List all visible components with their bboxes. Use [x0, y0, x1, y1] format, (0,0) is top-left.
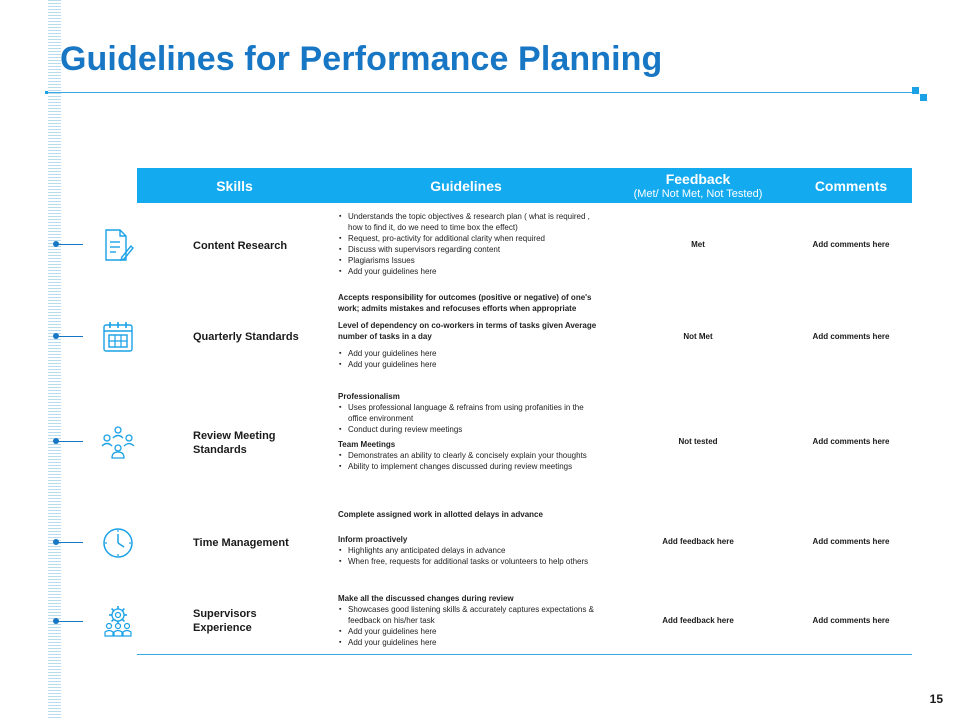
feedback-value: Not tested: [678, 437, 718, 446]
header-feedback: [620, 168, 776, 203]
document-pen-icon: [100, 227, 136, 263]
row-connector-dot: [53, 539, 59, 545]
comments-value: Add comments here: [812, 616, 890, 625]
comments-value: Add comments here: [812, 240, 890, 249]
gear-team-icon: [100, 604, 136, 640]
corner-square-decoration: [920, 94, 927, 101]
header-feedback-sub: (Met/ Not Met, Not Tested): [633, 188, 763, 200]
guideline-heading: Team Meetings: [338, 440, 396, 449]
guidelines-list: [338, 450, 600, 472]
skill-name: Content Research: [193, 240, 288, 252]
skill-name: Time Management: [193, 537, 289, 549]
row-connector-dot: [53, 241, 59, 247]
page-title: Guidelines for Performance Planning: [60, 40, 663, 78]
guidelines-cell: [338, 509, 600, 567]
team-meeting-icon: [100, 424, 136, 460]
guideline-item: ▪ Uses professional language & refrains from using profanities in the office environment: [338, 402, 600, 424]
guideline-item: ▪ Demonstrates an ability to clearly & concisely explain your thoughts: [338, 450, 600, 461]
guideline-item: ▪ Add your guidelines here: [338, 359, 600, 370]
guideline-item: ▪ Add your guidelines here: [338, 348, 600, 359]
header-comments: Comments: [814, 177, 888, 194]
page-number: 15: [929, 692, 943, 706]
guideline-item: ▪ Showcases good listening skills & accurately captures expectations & feedback on his/her task: [338, 604, 600, 626]
guideline-paragraph: Accepts responsibility for outcomes (positive or negative) of one's work; admits mistakes and refocuses efforts when appropriate: [338, 293, 592, 313]
clock-icon: [100, 525, 136, 561]
guideline-item: ▪ Plagiarisms Issues: [338, 255, 600, 266]
guidelines-list: [338, 211, 600, 277]
guideline-item: ▪ Understands the topic objectives & research plan ( what is required , how to find it, do we need to time box the effect): [338, 211, 600, 233]
row-connector-line: [55, 441, 83, 442]
table-header: [137, 168, 912, 203]
skill-name-line: Review Meeting: [193, 430, 276, 442]
header-guidelines: Guidelines: [430, 177, 502, 194]
calendar-icon: [100, 319, 136, 355]
feedback-value: Not Met: [683, 332, 713, 341]
guideline-heading: Professionalism: [338, 392, 400, 401]
guideline-item: ▪ Add your guidelines here: [338, 626, 600, 637]
skill-name-line: Standards: [193, 444, 247, 456]
skill-name: [193, 607, 257, 635]
title-underline: [48, 92, 914, 93]
guidelines-cell: [338, 391, 600, 472]
row-connector-line: [55, 336, 83, 337]
guidelines-cell: [338, 292, 600, 370]
guideline-heading: Inform proactively: [338, 535, 408, 544]
row-connector-dot: [53, 333, 59, 339]
guidelines-list: [338, 604, 600, 648]
table-bottom-border: [137, 654, 912, 655]
feedback-value: Add feedback here: [662, 616, 734, 625]
guideline-item: ▪ When free, requests for additional tasks or volunteers to help others: [338, 556, 600, 567]
skill-name-line: Experience: [193, 622, 252, 634]
row-connector-line: [55, 621, 83, 622]
left-decorative-strip: [48, 0, 61, 720]
row-connector-dot: [53, 618, 59, 624]
comments-value: Add comments here: [812, 437, 890, 446]
guidelines-cell: [338, 593, 600, 648]
title-line-dot: [45, 91, 48, 94]
guidelines-list: [338, 348, 600, 370]
skill-name-line: Supervisors: [193, 608, 257, 620]
guideline-item: ▪ Add your guidelines here: [338, 637, 600, 648]
guideline-item: ▪ Highlights any anticipated delays in advance: [338, 545, 600, 556]
header-skills: Skills: [216, 177, 253, 194]
row-connector-dot: [53, 438, 59, 444]
comments-value: Add comments here: [812, 537, 890, 546]
feedback-value: Add feedback here: [662, 537, 734, 546]
guidelines-cell: [338, 211, 600, 277]
skill-name: Quarterly Standards: [193, 331, 299, 343]
skill-name: [193, 429, 276, 457]
corner-square-decoration: [912, 87, 919, 94]
guideline-item: ▪ Request, pro-activity for additional clarity when required: [338, 233, 600, 244]
guidelines-list: [338, 402, 600, 435]
guideline-paragraph: Level of dependency on co-workers in terms of tasks given Average number of tasks in a day: [338, 321, 597, 341]
guideline-heading: Make all the discussed changes during review: [338, 594, 514, 603]
guideline-item: ▪ Conduct during review meetings: [338, 424, 600, 435]
guideline-item: ▪ Discuss with supervisors regarding content: [338, 244, 600, 255]
guideline-heading: Complete assigned work in allotted delays in advance: [338, 510, 543, 519]
feedback-value: Met: [691, 240, 705, 249]
comments-value: Add comments here: [812, 332, 890, 341]
guideline-item: ▪ Add your guidelines here: [338, 266, 600, 277]
row-connector-line: [55, 244, 83, 245]
guidelines-list: [338, 545, 600, 567]
row-connector-line: [55, 542, 83, 543]
guideline-item: ▪ Ability to implement changes discussed during review meetings: [338, 461, 600, 472]
header-feedback-label: Feedback: [665, 171, 731, 187]
